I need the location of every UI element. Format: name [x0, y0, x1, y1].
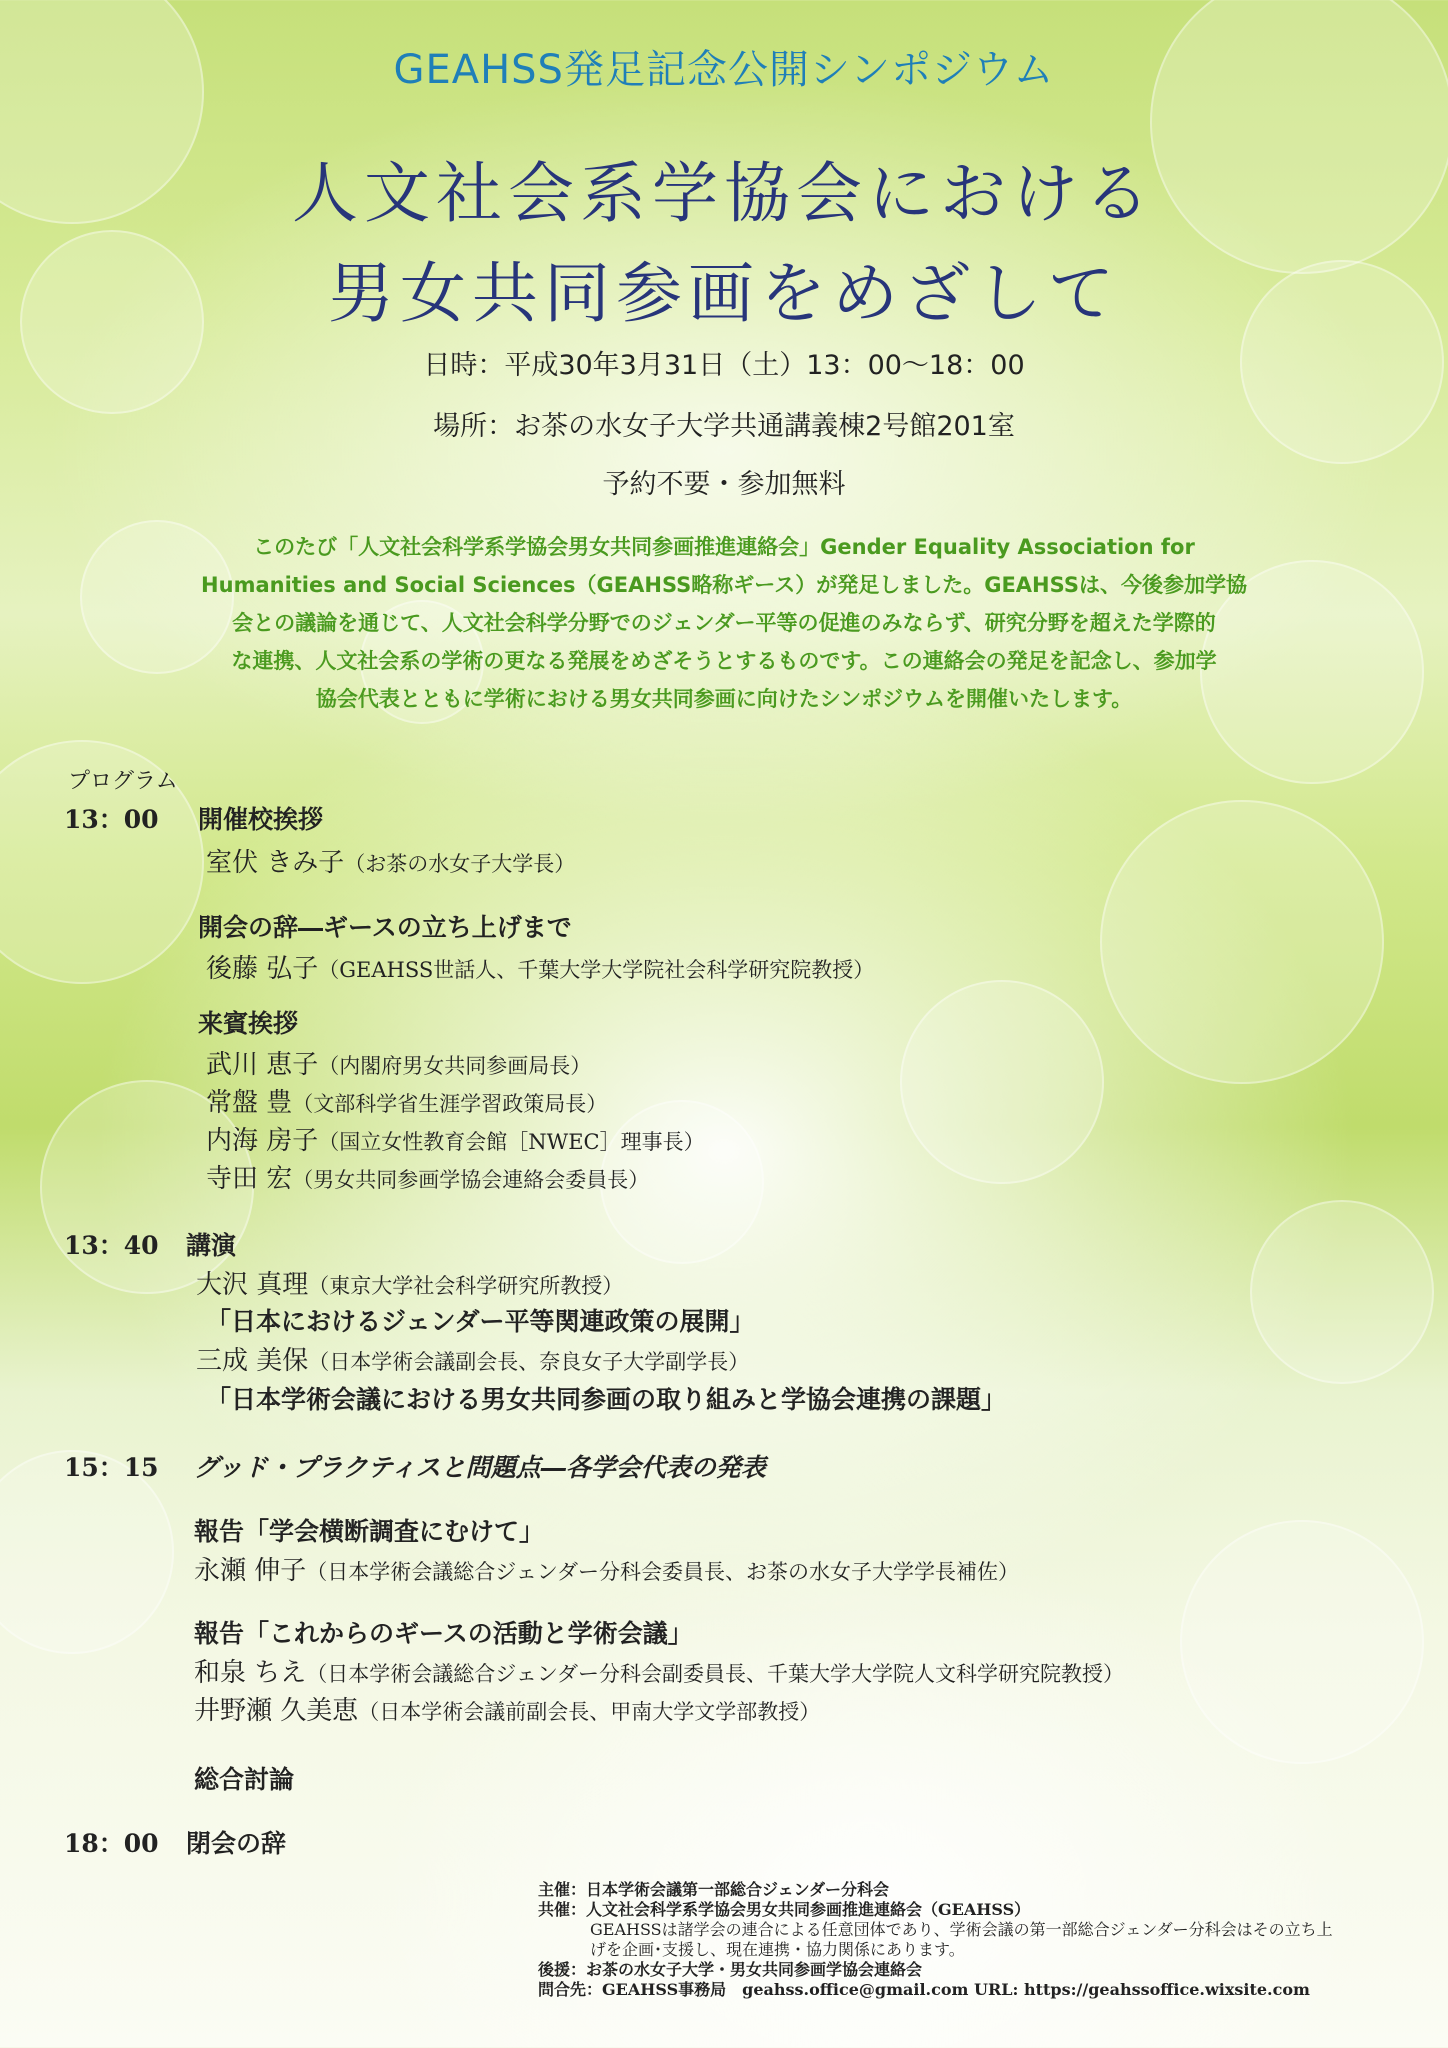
- guest-speaker: [206, 1082, 607, 1119]
- opening-speaker: [206, 842, 575, 879]
- intro-line: このたび「人文社会科学系学協会男女共同参画推進連絡会」Gender Equality Association for: [253, 535, 1195, 559]
- note-line: GEAHSSは諸学会の連合による任意団体であり、学術会議の第一部総合ジェンダー分科会はその立ち上: [590, 1920, 1333, 1939]
- speaker-name: 和泉 ちえ: [194, 1658, 307, 1688]
- intro-paragraph: [140, 528, 1308, 718]
- note-line: げを企画･支援し、現在連携・協力関係にあります。: [590, 1940, 965, 1959]
- closing-title: 閉会の辞: [186, 1829, 287, 1858]
- title-line-2: 男女共同参画をめざして: [328, 255, 1120, 332]
- guest-speaker: [206, 1120, 705, 1157]
- speaker-name: 室伏 きみ子: [206, 848, 345, 878]
- address-title: 開会の辞―ギースの立ち上げまで: [198, 913, 572, 942]
- speaker-affiliation: （GEAHSS世話人、千葉大学大学院社会科学研究院教授）: [318, 958, 875, 982]
- speaker-name: 武川 恵子: [206, 1050, 319, 1080]
- intro-line: Humanities and Social Sciences（GEAHSS略称ギース）が発足しました。GEAHSSは、今後参加学協: [201, 573, 1247, 597]
- speaker-affiliation: （お茶の水女子大学長）: [344, 852, 576, 876]
- time-1300: 13：00: [64, 805, 159, 834]
- report-2-speaker: [194, 1652, 1124, 1689]
- report-1-title: 報告「学会横断調査にむけて」: [194, 1517, 545, 1546]
- speaker-affiliation: （国立女性教育会館［NWEC］理事長）: [318, 1130, 705, 1154]
- title-line-1: 人文社会系学協会における: [292, 155, 1156, 232]
- lecture-title: 講演: [186, 1231, 237, 1260]
- speaker-affiliation: （日本学術会議副会長、奈良女子大学副学長）: [308, 1350, 750, 1374]
- footer-credits: [538, 1880, 1333, 2000]
- speaker-affiliation: （日本学術会議総合ジェンダー分科会副委員長、千葉大学大学院人文科学研究院教授）: [306, 1662, 1125, 1686]
- coorganizer: 共催：人文社会科学系学協会男女共同参画推進連絡会（GEAHSS）: [538, 1900, 1031, 1919]
- report-1-speaker: [194, 1550, 1019, 1587]
- opening-title: 開催校挨拶: [198, 805, 324, 834]
- lecture-speaker: [196, 1340, 749, 1377]
- report-2-title: 報告「これからのギースの活動と学術会議」: [194, 1619, 693, 1648]
- time-1515: 15：15: [64, 1453, 159, 1482]
- good-practice-title: グッド・プラクティスと問題点―各学会代表の発表: [194, 1453, 766, 1482]
- speaker-name: 井野瀬 久美恵: [194, 1696, 359, 1726]
- guest-speaker: [206, 1158, 649, 1195]
- speaker-name: 後藤 弘子: [206, 954, 319, 984]
- lecture-speaker: [196, 1264, 623, 1301]
- event-fee: 予約不要・参加無料: [602, 469, 846, 500]
- report-2-speaker: [194, 1690, 820, 1727]
- guest-speaker: [206, 1044, 591, 1081]
- organizer: 主催：日本学術会議第一部総合ジェンダー分科会: [538, 1880, 890, 1899]
- intro-line: 会との議論を通じて、人文社会科学分野でのジェンダー平等の促進のみならず、研究分野を超えた学際的: [232, 611, 1216, 635]
- speaker-name: 永瀬 伸子: [194, 1556, 307, 1586]
- speaker-name: 大沢 真理: [196, 1270, 309, 1300]
- speaker-name: 常盤 豊: [206, 1088, 293, 1118]
- support: 後援：お茶の水女子大学・男女共同参画学協会連絡会: [538, 1960, 923, 1979]
- address-speaker: [206, 948, 874, 985]
- guests-title: 来賓挨拶: [198, 1009, 299, 1038]
- speaker-affiliation: （文部科学省生涯学習政策局長）: [292, 1092, 608, 1116]
- lecture-talk-title: 「日本学術会議における男女共同参画の取り組みと学協会連携の課題」: [206, 1385, 1007, 1414]
- intro-line: な連携、人文社会系の学術の更なる発展をめざそうとするものです。この連絡会の発足を記念し、参加学: [231, 649, 1217, 673]
- speaker-name: 内海 房子: [206, 1126, 319, 1156]
- event-datetime: 日時：平成30年3月31日（土）13：00〜18：00: [423, 350, 1025, 381]
- speaker-affiliation: （日本学術会議総合ジェンダー分科会委員長、お茶の水女子大学学長補佐）: [306, 1560, 1020, 1584]
- speaker-affiliation: （東京大学社会科学研究所教授）: [308, 1274, 624, 1298]
- time-1800: 18：00: [64, 1829, 159, 1858]
- speaker-name: 三成 美保: [196, 1346, 309, 1376]
- intro-line: 協会代表とともに学術における男女共同参画に向けたシンポジウムを開催いたします。: [315, 687, 1133, 711]
- event-venue: 場所：お茶の水女子大学共通講義棟2号館201室: [433, 411, 1015, 442]
- lecture-talk-title: 「日本におけるジェンダー平等関連政策の展開」: [206, 1307, 755, 1336]
- speaker-name: 寺田 宏: [206, 1164, 293, 1194]
- time-1340: 13：40: [64, 1231, 159, 1260]
- contact: 問合先：GEAHSS事務局 geahss.office@gmail.com URL: https://geahssoffice.wixsite.com: [538, 1980, 1310, 1999]
- speaker-affiliation: （日本学術会議前副会長、甲南大学文学部教授）: [358, 1700, 821, 1724]
- speaker-affiliation: （内閣府男女共同参画局長）: [318, 1054, 592, 1078]
- program-label: プログラム: [68, 769, 178, 794]
- discussion-title: 総合討論: [194, 1765, 295, 1794]
- speaker-affiliation: （男女共同参画学協会連絡会委員長）: [292, 1168, 650, 1192]
- event-subtitle: GEAHSS発足記念公開シンポジウム: [393, 47, 1055, 93]
